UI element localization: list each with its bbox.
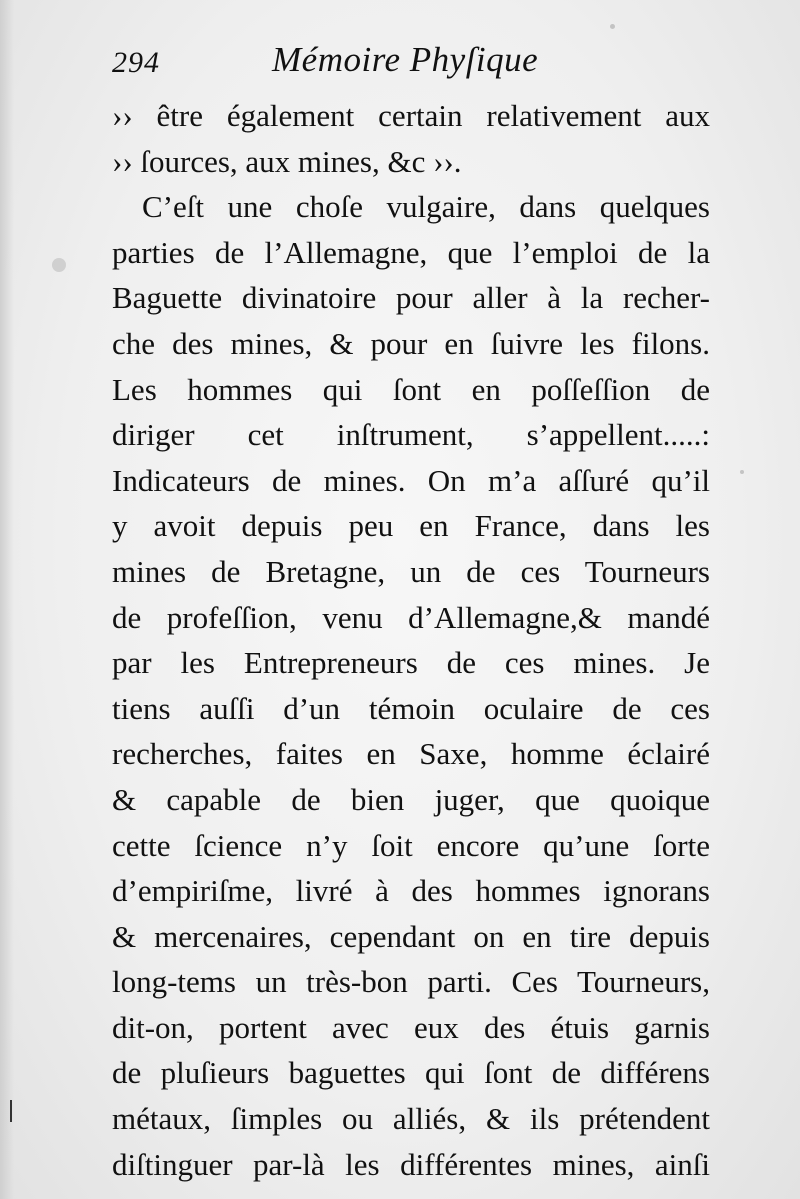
page-header bbox=[112, 38, 712, 88]
text-line: y avoit depuis peu en France, dans les bbox=[112, 508, 710, 544]
text-line: & mercenaires, cependant on en tire depuis bbox=[112, 918, 710, 954]
text-line: tiens auſſi d’un témoin oculaire de ces bbox=[112, 690, 710, 726]
paper-speck bbox=[610, 24, 615, 29]
text-line: par les Entrepreneurs de ces mines. Je bbox=[112, 645, 710, 681]
text-line: C’eſt une choſe vulgaire, dans quelques bbox=[142, 189, 710, 225]
running-title: Mémoire Phyſique bbox=[272, 40, 539, 79]
text-line: & capable de bien juger, que quoique bbox=[112, 781, 710, 817]
text-line: de profeſſion, venu d’Allemagne,& mandé bbox=[112, 599, 710, 635]
text-line: Les hommes qui ſont en poſſeſſion de bbox=[112, 371, 710, 407]
text-line: recherches, faites en Saxe, homme éclairé bbox=[112, 736, 710, 772]
body-text bbox=[112, 93, 710, 1187]
text-line: che des mines, & pour en ſuivre les filons. bbox=[112, 325, 710, 361]
paper-speck bbox=[740, 470, 744, 474]
text-line: diriger cet inſtrument, s’appellent.....: bbox=[112, 417, 710, 453]
text-line: cette ſcience n’y ſoit encore qu’une ſorte bbox=[112, 827, 710, 863]
text-line: long-tems un très-bon parti. Ces Tourneurs, bbox=[112, 964, 710, 1000]
margin-mark bbox=[10, 1100, 12, 1122]
paper-speck bbox=[52, 258, 66, 272]
page-number: 294 bbox=[112, 46, 160, 79]
text-line: Baguette divinatoire pour aller à la recher- bbox=[112, 280, 710, 316]
text-line: Indicateurs de mines. On m’a aſſuré qu’il bbox=[112, 462, 710, 498]
text-line: métaux, ſimples ou alliés, & ils prétendent bbox=[112, 1101, 710, 1137]
text-line: parties de l’Allemagne, que l’emploi de la bbox=[112, 234, 710, 270]
text-line: dit-on, portent avec eux des étuis garnis bbox=[112, 1009, 710, 1045]
text-line: ›› être également certain relativement aux bbox=[112, 98, 710, 133]
text-line: d’empiriſme, livré à des hommes ignorans bbox=[112, 873, 710, 909]
text-line: ›› ſources, aux mines, &c ››. bbox=[112, 143, 462, 179]
text-line: de pluſieurs baguettes qui ſont de différens bbox=[112, 1055, 710, 1091]
text-line: mines de Bretagne, un de ces Tourneurs bbox=[112, 553, 710, 589]
text-line: diſtinguer par-là les différentes mines, ainſi bbox=[112, 1146, 710, 1182]
